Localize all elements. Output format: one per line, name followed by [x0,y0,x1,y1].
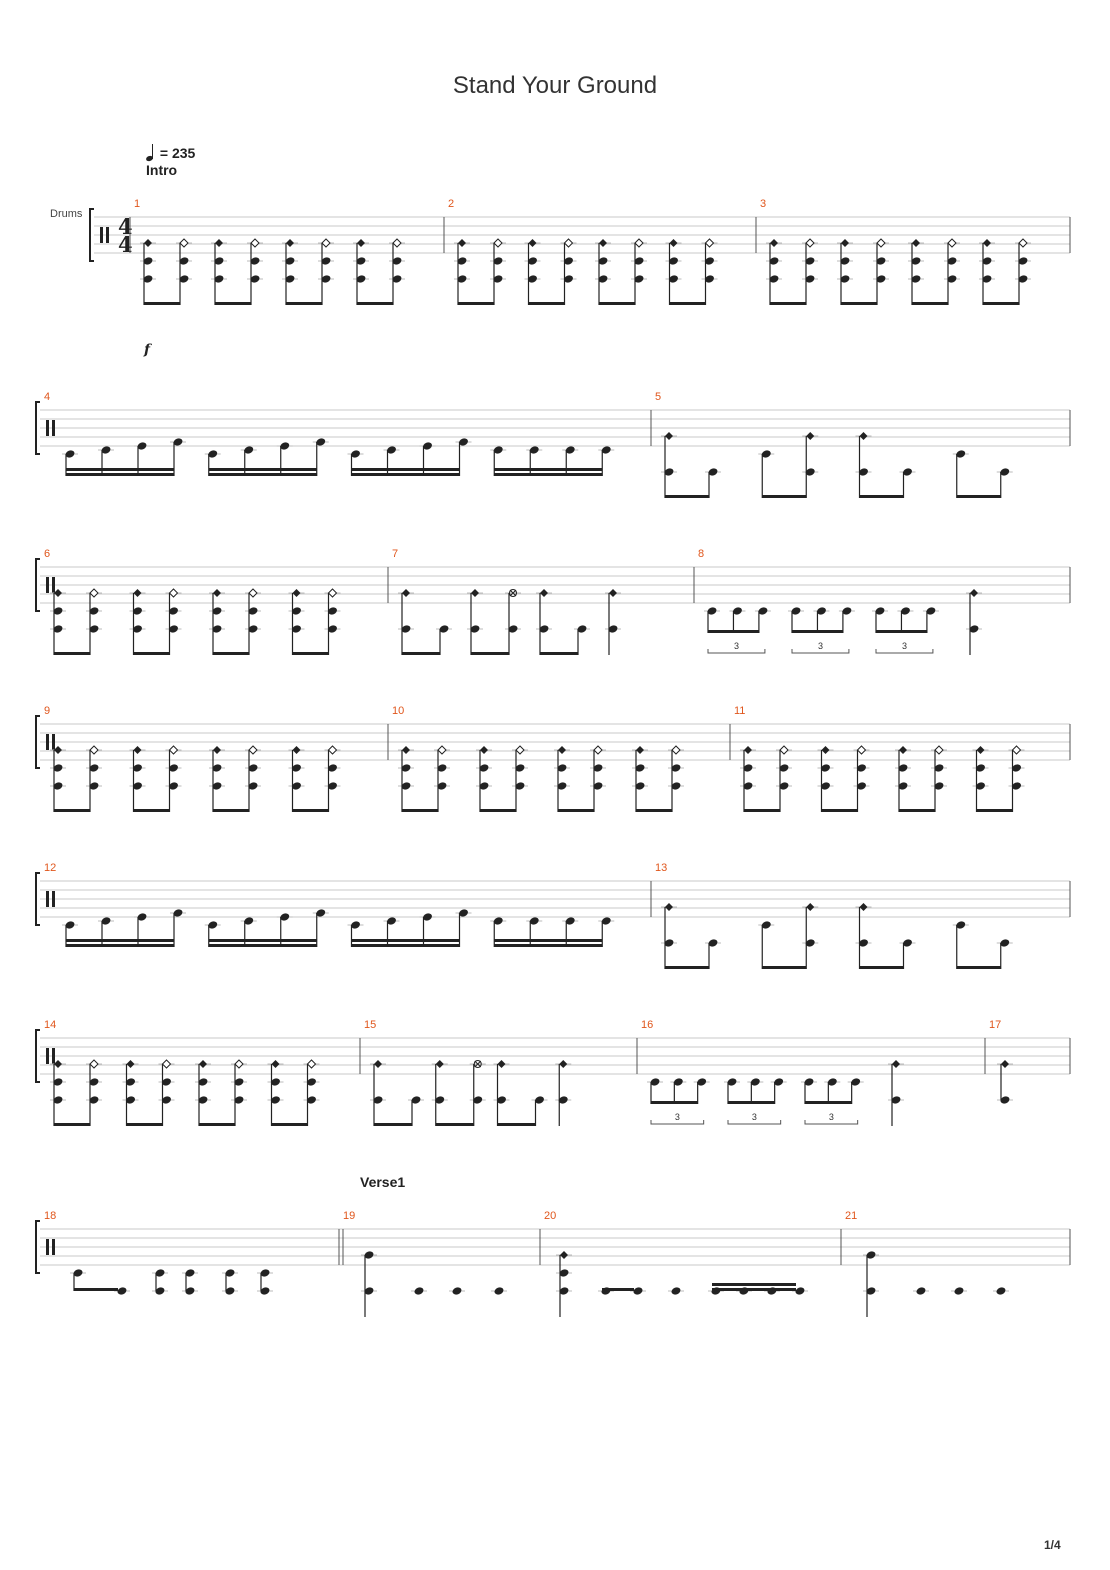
note-head [402,589,410,597]
note-head [635,239,643,247]
section-label-intro: Intro [146,162,178,178]
measure [392,705,684,812]
note-beam [912,302,948,305]
measure-number: 21 [845,1210,858,1222]
percussion-clef [46,891,49,907]
note-beam [402,809,438,812]
note-beam [66,939,174,942]
note-head [199,1060,207,1068]
note-beam [494,939,602,942]
note-beam [213,809,249,812]
note-head [996,1286,1007,1296]
note-beam [480,809,516,812]
system-bracket [36,1030,40,1082]
note-head [665,903,673,911]
note-beam [134,809,170,812]
note-beam [876,630,927,633]
percussion-clef [46,420,49,436]
note-head [806,239,814,247]
measure [364,1019,571,1126]
note-beam [352,473,460,476]
note-head [215,239,223,247]
time-signature-top: 4 [118,214,133,239]
note-beam [708,630,759,633]
measure [392,548,621,655]
measure [760,198,1031,305]
measure-number: 20 [544,1210,557,1222]
note-head [672,746,680,754]
measure [845,1210,1009,1317]
measure-number: 10 [392,705,405,717]
note-head [780,746,788,754]
tuplet-number: 3 [751,1112,757,1122]
tuplet-number: 3 [828,1112,834,1122]
note-beam [494,944,602,947]
note-beam [293,809,329,812]
note-beam [977,809,1013,812]
note-head [458,239,466,247]
note-head [144,239,152,247]
note-beam [458,302,494,305]
percussion-clef [52,734,55,750]
note-head [899,746,907,754]
note-beam [494,468,602,471]
measure [544,1210,808,1317]
note-beam [822,809,858,812]
note-head [1013,746,1021,754]
note-head [892,1060,900,1068]
measure-number: 11 [734,705,746,717]
measure-number: 18 [44,1210,57,1222]
percussion-clef [46,577,49,593]
note-beam [209,468,317,471]
note-head [558,746,566,754]
note-beam [127,1123,163,1126]
note-beam [209,944,317,947]
note-beam [762,966,806,969]
note-beam [558,809,594,812]
note-beam [744,809,780,812]
note-head [559,1060,567,1068]
percussion-clef [52,420,55,436]
note-head [163,1060,171,1068]
measure-number: 13 [655,862,668,874]
note-beam [494,473,602,476]
percussion-clef [52,1048,55,1064]
note-head [393,239,401,247]
note-head [213,746,221,754]
note-beam [54,809,90,812]
note-beam [54,1123,90,1126]
note-head [286,239,294,247]
system-bracket [36,716,40,768]
note-beam [529,302,565,305]
measure-number: 15 [364,1019,377,1031]
system-bracket [90,209,94,261]
note-head [770,239,778,247]
note-beam [957,495,1001,498]
note-beam [899,809,935,812]
note-head [706,239,714,247]
note-head [665,432,673,440]
note-head [877,239,885,247]
measure-number: 6 [44,548,51,560]
measure [44,1210,273,1296]
note-head [54,1060,62,1068]
instrument-label: Drums [50,208,83,220]
staff-system [36,548,1070,655]
note-head [970,589,978,597]
tuplet-number: 3 [901,641,907,651]
note-beam [957,966,1001,969]
note-beam [651,1101,698,1104]
note-head [670,239,678,247]
note-beam [498,1123,536,1126]
note-head [948,239,956,247]
note-beam [54,652,90,655]
measure-number: 3 [760,198,767,210]
measure [641,1019,904,1126]
page-number: 1/4 [1044,1538,1061,1552]
note-head [471,589,479,597]
tempo-value: = 235 [159,145,196,161]
tuplet-number: 3 [733,641,739,651]
note-head [117,1286,128,1296]
dynamic-marking: f [144,342,151,358]
note-head [516,746,524,754]
note-beam [770,302,806,305]
note-beam [352,939,460,942]
note-beam [74,1288,118,1291]
tuplet-number: 3 [674,1112,680,1122]
note-beam [286,302,322,305]
note-head [213,589,221,597]
percussion-clef [46,1239,49,1255]
note-beam [599,302,635,305]
note-head [127,1060,135,1068]
note-beam [144,302,180,305]
note-head [90,1060,98,1068]
measure-number: 4 [44,391,51,403]
note-head [134,746,142,754]
note-head [916,1286,927,1296]
measure-number: 9 [44,705,51,717]
note-head [90,746,98,754]
note-head [806,903,814,911]
note-head [983,239,991,247]
note-head [452,1286,463,1296]
note-beam [792,630,843,633]
percussion-clef [52,1239,55,1255]
measure [134,198,405,305]
note-beam [636,809,672,812]
note-beam [215,302,251,305]
note-beam [134,652,170,655]
note-head [498,1060,506,1068]
note-head [308,1060,316,1068]
percussion-clef [52,577,55,593]
note-head [977,746,985,754]
score-title: Stand Your Ground [452,72,658,99]
measure [734,705,1025,812]
system-bracket [36,873,40,925]
measure-number: 16 [641,1019,654,1031]
note-head [806,432,814,440]
note-beam [665,966,709,969]
note-beam [209,939,317,942]
staff-system [36,1019,1070,1126]
percussion-clef [46,734,49,750]
note-head [860,432,868,440]
measure-number: 12 [44,862,57,874]
note-beam [712,1288,796,1291]
staff-system [36,705,1070,812]
note-beam [213,652,249,655]
note-head [841,239,849,247]
note-head [529,239,537,247]
system-bracket [36,559,40,611]
note-head [54,589,62,597]
note-beam [357,302,393,305]
note-head [293,746,301,754]
measure [343,1210,507,1317]
note-beam [199,1123,235,1126]
note-beam [66,473,174,476]
staff-system [90,198,1070,305]
note-beam [352,944,460,947]
note-beam [841,302,877,305]
note-head [795,1286,806,1296]
note-head [235,1060,243,1068]
note-beam [712,1283,796,1286]
measure-number: 14 [44,1019,57,1031]
note-head [636,746,644,754]
note-beam [665,495,709,498]
note-head [744,746,752,754]
note-head [565,239,573,247]
note-head [494,239,502,247]
note-head [599,239,607,247]
staff-system [36,1210,1070,1317]
measure [44,705,341,812]
note-beam [540,652,578,655]
percussion-clef [100,227,103,243]
note-beam [728,1101,775,1104]
percussion-clef [52,891,55,907]
measure-number: 19 [343,1210,356,1222]
section-label-verse1: Verse1 [360,1174,406,1190]
note-head [858,746,866,754]
measure-number: 8 [698,548,705,560]
note-head [54,746,62,754]
staff-system [36,862,1070,969]
note-head [560,1251,568,1259]
note-head [329,746,337,754]
time-signature-bottom: 4 [118,232,133,257]
measure [655,862,1013,969]
measure [989,1019,1013,1105]
system-bracket [36,402,40,454]
note-head [494,1286,505,1296]
note-beam [471,652,509,655]
note-head [1001,1060,1009,1068]
note-beam [209,473,317,476]
measure-number: 17 [989,1019,1002,1031]
note-beam [436,1123,474,1126]
measure [448,198,718,305]
measure [655,391,1013,498]
note-head [438,746,446,754]
note-beam [66,944,174,947]
note-beam [352,468,460,471]
note-beam [860,966,904,969]
note-head [633,1286,644,1296]
note-beam [670,302,706,305]
note-head [609,589,617,597]
note-head [170,746,178,754]
note-head [912,239,920,247]
note-head [822,746,830,754]
measure [44,548,341,655]
note-beam [762,495,806,498]
measure [698,548,982,655]
percussion-clef [106,227,109,243]
note-beam [983,302,1019,305]
note-head [357,239,365,247]
measure [44,391,614,476]
note-beam [293,652,329,655]
note-beam [602,1288,634,1291]
tuplet-number: 3 [817,641,823,651]
note-head [1019,239,1027,247]
note-head [402,746,410,754]
note-beam [374,1123,412,1126]
measure-number: 1 [134,198,141,210]
note-head [170,589,178,597]
measure-number: 2 [448,198,455,210]
note-head [414,1286,425,1296]
note-head [480,746,488,754]
percussion-clef [46,1048,49,1064]
system-bracket [36,1221,40,1273]
note-head [322,239,330,247]
note-beam [860,495,904,498]
note-head [134,589,142,597]
measure-number: 5 [655,391,662,403]
note-beam [66,468,174,471]
note-head [935,746,943,754]
note-beam [272,1123,308,1126]
note-head [540,589,548,597]
staff-system [36,391,1070,498]
note-beam [805,1101,852,1104]
note-head [594,746,602,754]
note-head [90,589,98,597]
note-head [293,589,301,597]
note-head [249,746,257,754]
note-head [436,1060,444,1068]
note-head [180,239,188,247]
note-head [954,1286,965,1296]
measure [44,862,614,947]
note-head [329,589,337,597]
note-head [249,589,257,597]
note-beam [402,652,440,655]
measure-number: 7 [392,548,399,560]
note-head [671,1286,682,1296]
note-head [272,1060,280,1068]
note-head [374,1060,382,1068]
note-head [860,903,868,911]
note-head [251,239,259,247]
measure [44,1019,320,1126]
